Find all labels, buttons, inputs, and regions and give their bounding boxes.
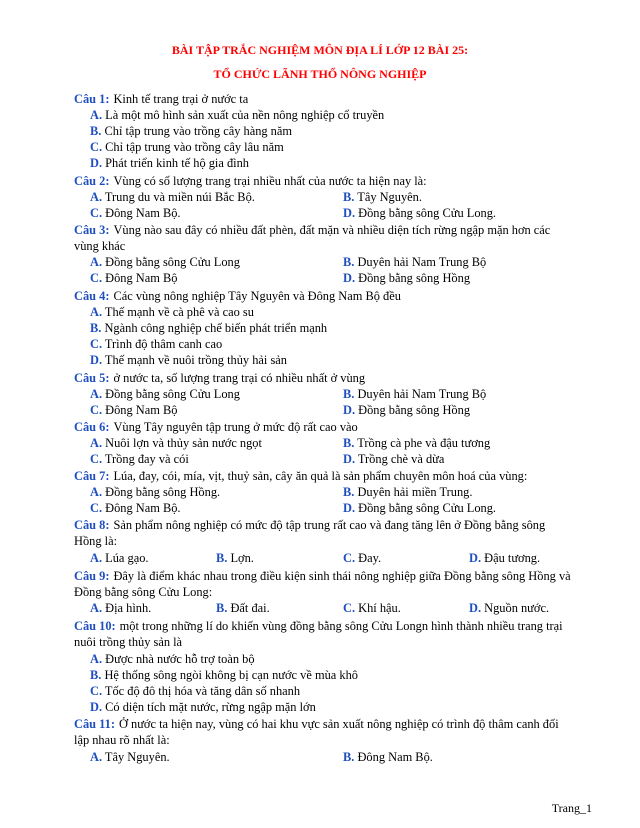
option-4a: A. Thế mạnh về cà phê và cao su bbox=[90, 305, 254, 319]
question-1 bbox=[74, 91, 574, 107]
option-5d: D. Đồng bằng sông Hồng bbox=[343, 403, 471, 417]
option-11a: A. Tây Nguyên. bbox=[90, 750, 170, 764]
option-3a: A. Đồng bằng sông Cửu Long bbox=[90, 255, 240, 269]
option-3d: D. Đồng bằng sông Hồng bbox=[343, 271, 471, 285]
option-2a: A. Trung du và miền núi Bắc Bộ. bbox=[90, 190, 255, 204]
option-8c: C. Đay. bbox=[343, 551, 382, 565]
option-2c: C. Đông Nam Bộ. bbox=[90, 206, 181, 220]
question-text: Kinh tế trang trại ở nước ta bbox=[113, 92, 249, 106]
question-label: Câu 1: bbox=[74, 92, 110, 106]
option-8a: A. Lúa gạo. bbox=[90, 551, 149, 565]
option-1b: B. Chỉ tập trung vào trồng cây hàng năm bbox=[90, 124, 293, 138]
question-11: Câu 11: Ở nước ta hiện nay, vùng có hai khu vực sản xuất nông nghiệp có trình độ thâm canh đối lập nhau rõ nhất là: bbox=[74, 717, 559, 747]
option-1d: D. Phát triển kinh tế hộ gia đình bbox=[90, 156, 250, 170]
document-subtitle: TỔ CHỨC LÃNH THỔ NÔNG NGHIỆP bbox=[213, 67, 427, 81]
option-4c: C. Trình độ thâm canh cao bbox=[90, 337, 223, 351]
option-6a: A. Nuôi lợn và thủy sản nước ngọt bbox=[90, 436, 262, 450]
question-7: Câu 7: Lúa, đay, cói, mía, vịt, thuỷ sản, cây ăn quả là sản phẩm chuyên môn hoá của vùng: bbox=[74, 469, 528, 483]
question-6: Câu 6: Vùng Tây nguyên tập trung ở mức độ rất cao vào bbox=[74, 420, 358, 434]
option-5a: A. Đồng bằng sông Cửu Long bbox=[90, 387, 240, 401]
option-3b: B. Duyên hải Nam Trung Bộ bbox=[343, 255, 487, 269]
document-title: BÀI TẬP TRẮC NGHIỆM MÔN ĐỊA LÍ LỚP 12 BÀI 25: bbox=[171, 43, 469, 57]
option-9d: D. Nguồn nước. bbox=[469, 601, 550, 615]
option-10c: C. Tốc độ đô thị hóa và tăng dân số nhanh bbox=[90, 684, 301, 698]
option-4d: D. Thế mạnh về nuôi trồng thủy hải sản bbox=[90, 353, 287, 367]
option-2d: D. Đồng bằng sông Cửu Long. bbox=[343, 206, 497, 220]
option-9c: C. Khí hậu. bbox=[343, 601, 401, 615]
question-3: Câu 3: Vùng nào sau đây có nhiều đất phèn, đất mặn và nhiều diện tích rừng ngập mặn hơn các vùng khác bbox=[74, 223, 551, 253]
option-5c: C. Đông Nam Bộ bbox=[90, 403, 178, 417]
option-1c: C. Chỉ tập trung vào trồng cây lâu năm bbox=[90, 140, 284, 154]
question-8: Câu 8: Sản phẩm nông nghiệp có mức độ tập trung rất cao và đang tăng lên ở Đồng bằng sông Hồng là: bbox=[74, 518, 546, 548]
option-9b: B. Đất đai. bbox=[216, 601, 270, 615]
option-7a: A. Đồng bằng sông Hồng. bbox=[90, 485, 221, 499]
page-number: Trang_1 bbox=[551, 801, 592, 815]
option-7d: D. Đồng bằng sông Cửu Long. bbox=[343, 501, 497, 515]
option-5b: B. Duyên hải Nam Trung Bộ bbox=[343, 387, 487, 401]
option-10a: A. Được nhà nước hỗ trợ toàn bộ bbox=[90, 652, 255, 666]
question-4: Câu 4: Các vùng nông nghiệp Tây Nguyên và Đông Nam Bộ đều bbox=[74, 289, 401, 303]
option-7b: B. Duyên hải miền Trung. bbox=[343, 485, 473, 499]
question-5: Câu 5: ở nước ta, số lượng trang trại có nhiều nhất ở vùng bbox=[74, 371, 366, 385]
option-7c: C. Đông Nam Bộ. bbox=[90, 501, 181, 515]
option-11b: B. Đông Nam Bộ. bbox=[343, 750, 433, 764]
option-10b: B. Hệ thống sông ngòi không bị cạn nước về mùa khô bbox=[90, 668, 358, 682]
question-9: Câu 9: Đây là điểm khác nhau trong điều kiện sinh thái nông nghiệp giữa Đồng bằng sông Hồng và Đồng bằng sông Cửu Long: bbox=[74, 569, 571, 599]
option-10d: D. Có diện tích mặt nước, rừng ngập mặn lớn bbox=[90, 700, 316, 714]
option-1a: A. Là một mô hình sản xuất của nền nông nghiệp cổ truyền bbox=[90, 108, 385, 122]
option-6b: B. Trồng cà phe và đậu tương bbox=[343, 436, 491, 450]
option-9a: A. Địa hình. bbox=[90, 601, 152, 615]
option-6d: D. Trồng chè và dừa bbox=[343, 452, 445, 466]
option-6c: C. Trồng đay và cói bbox=[90, 452, 189, 466]
option-4b: B. Ngành công nghiệp chế biến phát triển mạnh bbox=[90, 321, 328, 335]
question-2: Câu 2: Vùng có số lượng trang trại nhiều nhất của nước ta hiện nay là: bbox=[74, 174, 427, 188]
option-3c: C. Đông Nam Bộ bbox=[90, 271, 178, 285]
option-2b: B. Tây Nguyên. bbox=[343, 190, 422, 204]
option-8d: D. Đậu tương. bbox=[469, 551, 541, 565]
option-8b: B. Lợn. bbox=[216, 551, 254, 565]
question-10: Câu 10: một trong những lí do khiến vùng đồng bằng sông Cửu Longn hình thành nhiều trang trại nuôi trồng thủy sản là bbox=[74, 619, 563, 649]
